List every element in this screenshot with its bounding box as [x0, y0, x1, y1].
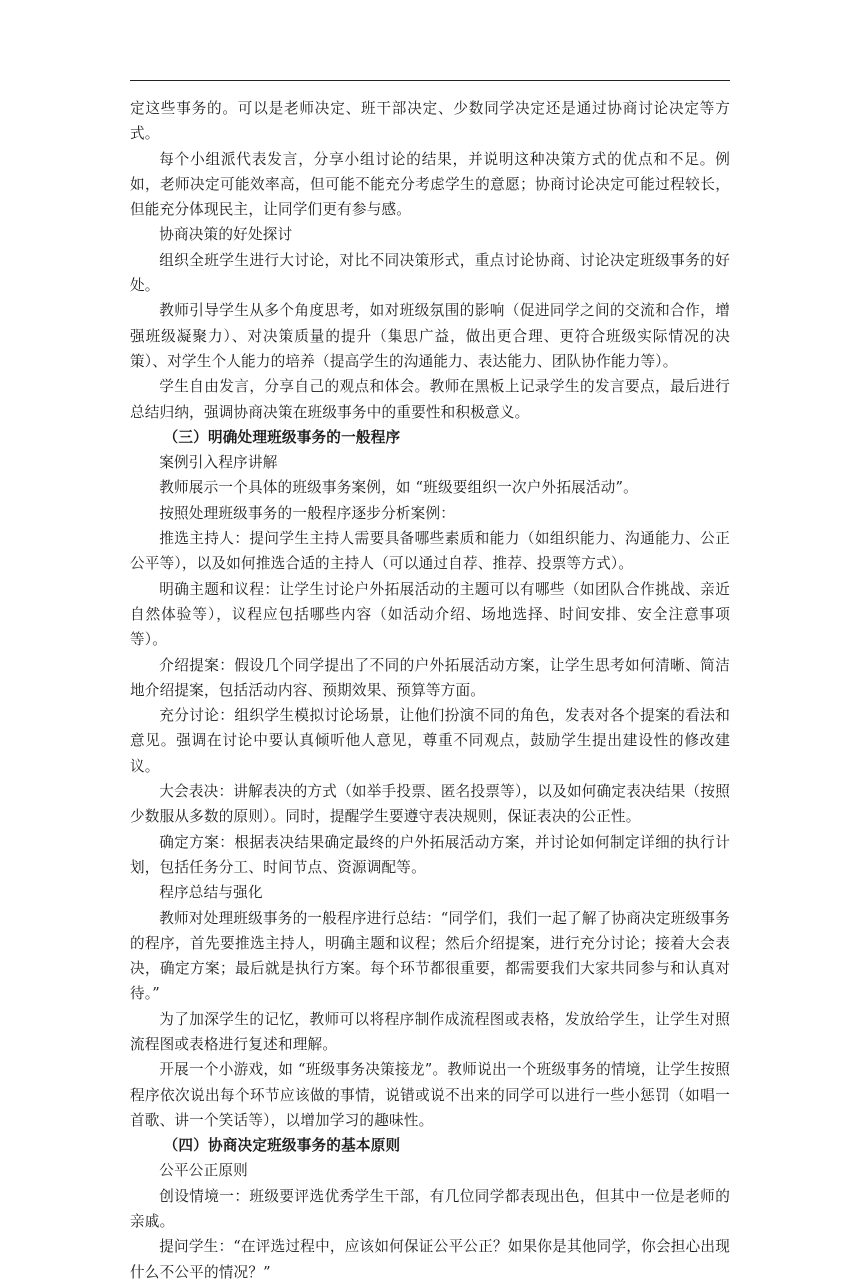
- header-rule: [130, 80, 730, 81]
- paragraph: 教师引导学生从多个角度思考，如对班级氛围的影响（促进同学之间的交流和合作，增强班级凝聚力）、对决策质量的提升（集思广益，做出更合理、更符合班级实际情况的决策）、对学生个人能力的培养（提高学生的沟通能力、表达能力、团队协作能力等）。: [130, 302, 730, 370]
- paragraph: 定这些事务的。可以是老师决定、班干部决定、少数同学决定还是通过协商讨论决定等方式。: [130, 100, 730, 143]
- paragraph: 案例引入程序讲解: [159, 454, 278, 472]
- paragraph: 教师对处理班级事务的一般程序进行总结：“同学们，我们一起了解了协商决定班级事务的程序，首先要推选主持人，明确主题和议程；然后介绍提案，进行充分讨论；接着大会表决，确定方案；最后就是执行方案。每个环节都很重要，都需要我们大家共同参与和认真对待。”: [130, 909, 730, 1003]
- paragraph: 创设情境一：班级要评选优秀学生干部，有几位同学都表现出色，但其中一位是老师的亲戚。: [130, 1187, 730, 1231]
- paragraph: 为了加深学生的记忆，教师可以将程序制作成流程图或表格，发放给学生，让学生对照流程图或表格进行复述和理解。: [130, 1010, 730, 1053]
- paragraph: 确定方案：根据表决结果确定最终的户外拓展活动方案，并讨论如何制定详细的执行计划，包括任务分工、时间节点、资源调配等。: [130, 833, 730, 876]
- paragraph: 组织全班学生进行大讨论，对比不同决策形式，重点讨论协商、讨论决定班级事务的好处。: [130, 251, 730, 295]
- section-heading: （三）明确处理班级事务的一般程序: [163, 428, 401, 446]
- paragraph: 公平公正原则: [159, 1162, 248, 1180]
- paragraph: 每个小组派代表发言，分享小组讨论的结果，并说明这种决策方式的优点和不足。例如，老师决定可能效率高，但可能不能充分考虑学生的意愿；协商讨论决定可能过程较长，但能充分体现民主，让同学们更有参与感。: [130, 150, 730, 219]
- paragraph: 介绍提案：假设几个同学提出了不同的户外拓展活动方案，让学生思考如何清晰、简洁地介绍提案，包括活动内容、预期效果、预算等方面。: [130, 656, 730, 699]
- paragraph: 明确主题和议程：让学生讨论户外拓展活动的主题可以有哪些（如团队合作挑战、亲近自然体验等），议程应包括哪些内容（如活动介绍、场地选择、时间安排、安全注意事项等）。: [130, 580, 730, 649]
- paragraph: 教师展示一个具体的班级事务案例，如 “班级要组织一次户外拓展活动”。: [159, 479, 638, 497]
- paragraph: 大会表决：讲解表决的方式（如举手投票、匿名投票等），以及如何确定表决结果（按照少数服从多数的原则）。同时，提醒学生要遵守表决规则，保证表决的公正性。: [130, 783, 730, 826]
- paragraph: 协商决策的好处探讨: [159, 226, 293, 244]
- paragraph: 充分讨论：组织学生模拟讨论场景，让他们扮演不同的角色，发表对各个提案的看法和意见。强调在讨论中要认真倾听他人意见，尊重不同观点，鼓励学生提出建设性的修改建议。: [130, 707, 730, 775]
- paragraph: 开展一个小游戏，如 “班级事务决策接龙”。教师说出一个班级事务的情境，让学生按照程序依次说出每个环节应该做的事情，说错或说不出来的同学可以进行一些小惩罚（如唱一首歌、讲一个笑话等），以增加学习的趣味性。: [130, 1061, 730, 1129]
- paragraph: 提问学生：“在评选过程中，应该如何保证公平公正？如果你是其他同学，你会担心出现什么不公平的情况？”: [130, 1238, 730, 1281]
- paragraph: 推选主持人：提问学生主持人需要具备哪些素质和能力（如组织能力、沟通能力、公正公平等），以及如何推选合适的主持人（可以通过自荐、推荐、投票等方式）。: [130, 530, 730, 573]
- paragraph: 学生自由发言，分享自己的观点和体会。教师在黑板上记录学生的发言要点，最后进行总结归纳，强调协商决策在班级事务中的重要性和积极意义。: [130, 378, 730, 421]
- paragraph: 按照处理班级事务的一般程序逐步分析案例：: [159, 504, 456, 522]
- document-body: [130, 96, 730, 1285]
- section-heading: （四）协商决定班级事务的基本原则: [163, 1137, 401, 1155]
- paragraph: 程序总结与强化: [159, 884, 263, 902]
